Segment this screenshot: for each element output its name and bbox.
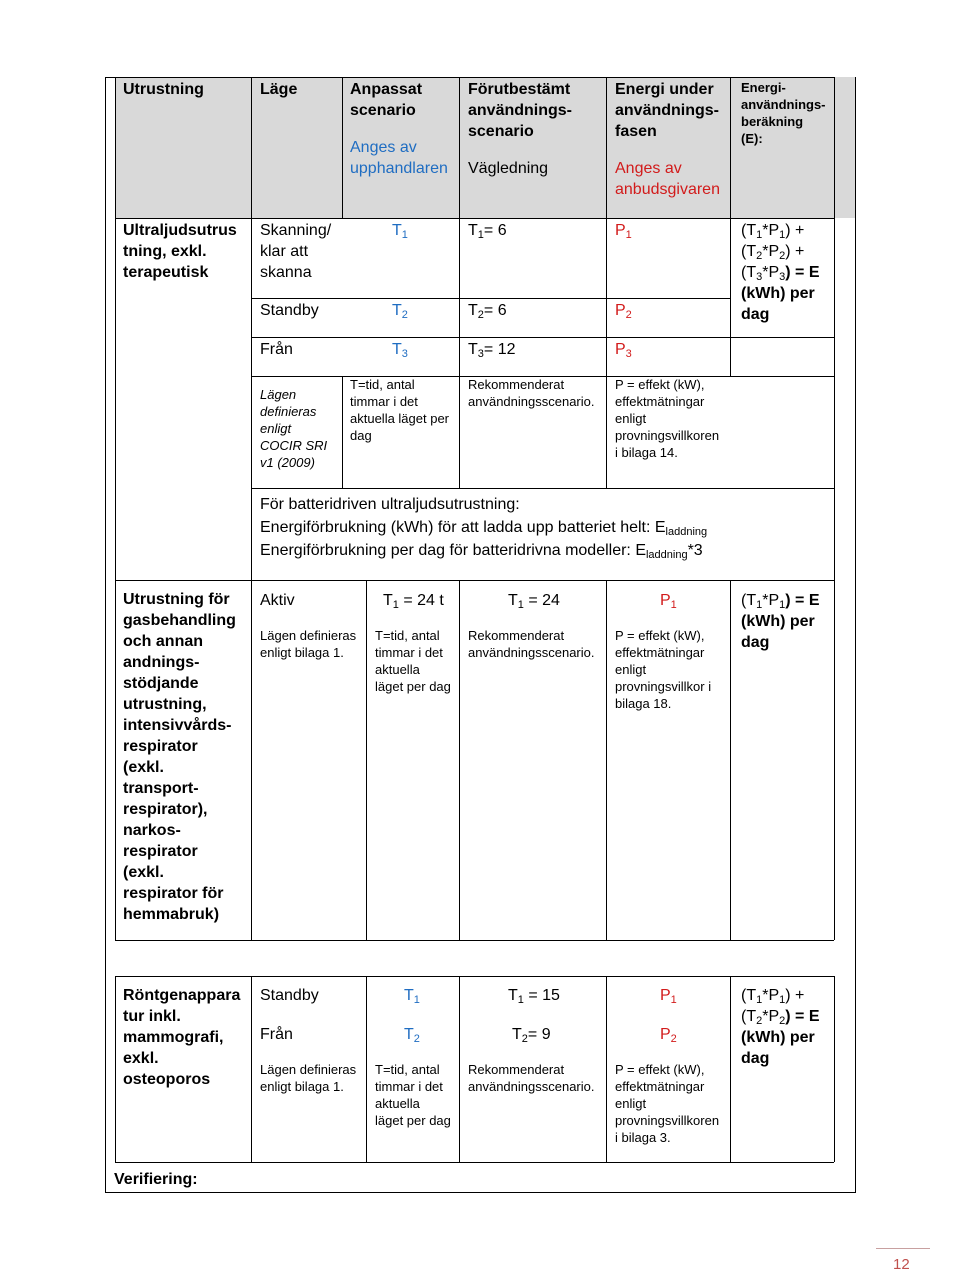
ultraljud-formula: $(T_1*P_1)$ + $(T_2*P_2)$ + $(T_3*P_3) = E$ (kWh) per dag <box>741 222 820 323</box>
grid-line <box>115 580 834 581</box>
grid-line <box>342 376 343 488</box>
gas-t1-value: $T_1 = 24$ <box>508 592 560 611</box>
ultraljud-t3-value: $T_3= 12$ <box>468 341 516 360</box>
rontgen-t2-symbol: $T_2$ <box>404 1026 420 1045</box>
verifiering-label: Verifiering: <box>114 1171 198 1188</box>
rontgen-t2-value: $T_2= 9$ <box>512 1026 551 1045</box>
grid-line <box>459 77 460 488</box>
ultraljud-note-scenario: Rekommenderat användningsscenario. <box>468 377 595 409</box>
rontgen-formula: $(T_1*P_1)$ + $(T_2*P_2) = E$ (kWh) per dag <box>741 987 820 1067</box>
ultraljud-t2-symbol: $T_2$ <box>392 302 408 321</box>
grid-line <box>251 580 252 940</box>
rontgen-mode-fran: Från <box>260 1026 293 1043</box>
gas-p1: $P_1$ <box>660 592 677 611</box>
battery-line-3: Energiförbrukning per dag för batteridrivna modeller: $E_{laddning}*3$ <box>260 542 703 561</box>
grid-line <box>115 218 834 219</box>
grid-line <box>251 337 834 338</box>
header-anpassat: Anpassat scenario <box>350 81 423 119</box>
grid-line <box>251 77 252 580</box>
ultraljud-t2-value: $T_2= 6$ <box>468 302 507 321</box>
rontgen-note-t: T=tid, antal timmar i det aktuella läget per dag <box>375 1062 451 1128</box>
gas-formula: $(T_1*P_1) = E$ (kWh) per dag <box>741 592 820 651</box>
grid-line <box>115 940 834 941</box>
rontgen-p1: $P_1$ <box>660 987 677 1006</box>
ultraljud-p2: $P_2$ <box>615 302 632 321</box>
grid-line <box>342 77 343 218</box>
gas-note-p: P = effekt (kW), effektmätningar enligt provningsvillkor i bilaga 18. <box>615 628 712 711</box>
header-lage: Läge <box>260 81 298 98</box>
grid-line <box>251 376 834 377</box>
gas-note-lage: Lägen definieras enligt bilaga 1. <box>260 628 357 660</box>
grid-line <box>730 976 731 1162</box>
rontgen-name: Röntgenappara tur inkl. mammografi, exkl. osteoporos <box>123 987 241 1088</box>
header-energi-under: Energi under användnings- fasen <box>615 81 720 140</box>
ultraljud-p3: $P_3$ <box>615 341 632 360</box>
grid-line <box>606 77 607 488</box>
header-forutbestamt: Förutbestämt användnings- scenario <box>468 81 573 140</box>
grid-line <box>606 580 607 940</box>
battery-line-2: Energiförbrukning (kWh) för att ladda upp batteriet helt: $E_{laddning}$ <box>260 519 708 538</box>
gas-name: Utrustning för gasbehandling och annan andnings- stödjande utrustning, intensivvårds- respirator (exkl. transport- respirator), narkos- respirator (exkl. respirator för hemmabruk) <box>123 591 236 923</box>
ultraljud-mode-standby: Standby <box>260 302 319 319</box>
ultraljud-p1: $P_1$ <box>615 222 632 241</box>
header-anpassat-note: Anges av upphandlaren <box>350 139 448 177</box>
grid-line <box>834 976 835 1162</box>
grid-line <box>606 976 607 1162</box>
grid-line <box>251 488 834 489</box>
grid-line <box>115 976 834 977</box>
header-forutbestamt-note: Vägledning <box>468 160 549 177</box>
ultraljud-note-p: P = effekt (kW), effektmätningar enligt provningsvillkoren i bilaga 14. <box>615 377 720 460</box>
battery-line-1: För batteridriven ultraljudsutrustning: <box>260 496 520 513</box>
ultraljud-t1-value: $T_1= 6$ <box>468 222 507 241</box>
header-berakning: Energi- användnings- beräkning (E): <box>741 80 826 146</box>
grid-line <box>115 1162 834 1163</box>
ultraljud-t1-symbol: $T_1$ <box>392 222 408 241</box>
grid-line <box>459 976 460 1162</box>
rontgen-note-scenario: Rekommenderat användningsscenario. <box>468 1062 595 1094</box>
grid-line <box>251 976 252 1162</box>
rontgen-mode-standby: Standby <box>260 987 319 1004</box>
grid-line <box>834 580 835 940</box>
grid-line <box>834 77 835 580</box>
header-energi-note: Anges av anbudsgivaren <box>615 160 720 198</box>
grid-line <box>115 77 116 580</box>
ultraljud-note-t: T=tid, antal timmar i det aktuella läget per dag <box>350 377 450 443</box>
rontgen-t1-value: $T_1 = 15$ <box>508 987 560 1006</box>
rontgen-p2: $P_2$ <box>660 1026 677 1045</box>
ultraljud-mode-fran: Från <box>260 341 293 358</box>
grid-line <box>730 77 731 376</box>
gas-note-scenario: Rekommenderat användningsscenario. <box>468 628 595 660</box>
ultraljud-t3-symbol: $T_3$ <box>392 341 408 360</box>
grid-line <box>251 298 730 299</box>
grid-line <box>115 580 116 940</box>
ultraljud-note-lage: Lägen definieras enligt COCIR SRI v1 (2009) <box>260 387 328 470</box>
rontgen-note-lage: Lägen definieras enligt bilaga 1. <box>260 1062 357 1094</box>
grid-line <box>115 976 116 1162</box>
grid-line <box>366 580 367 940</box>
grid-line <box>459 580 460 940</box>
gas-note-t: T=tid, antal timmar i det aktuella läget per dag <box>375 628 451 694</box>
header-utrustning: Utrustning <box>123 81 204 98</box>
page-number-rule <box>876 1248 930 1249</box>
gas-mode: Aktiv <box>260 592 295 609</box>
header-side-shade <box>834 77 855 218</box>
grid-line <box>366 976 367 1162</box>
rontgen-note-p: P = effekt (kW), effektmätningar enligt provningsvillkoren i bilaga 3. <box>615 1062 720 1145</box>
rontgen-t1-symbol: $T_1$ <box>404 987 420 1006</box>
ultraljud-mode-skanning: Skanning/ klar att skanna <box>260 222 332 281</box>
gas-t1-cell: $T_1 = 24$ t <box>383 592 444 611</box>
grid-line <box>730 580 731 940</box>
page-number: 12 <box>893 1256 910 1273</box>
grid-line <box>115 77 834 78</box>
ultraljud-name: Ultraljudsutrus tning, exkl. terapeutisk <box>123 222 237 281</box>
